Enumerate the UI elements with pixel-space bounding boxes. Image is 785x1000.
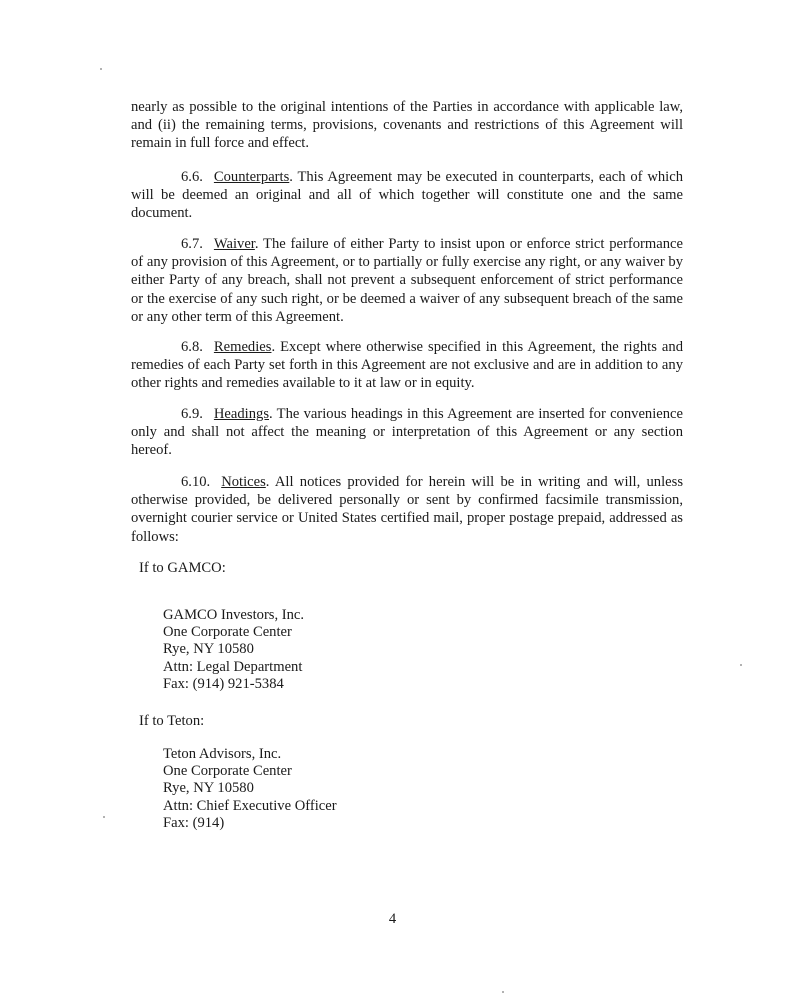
scan-speck	[100, 68, 102, 70]
scan-speck	[740, 664, 742, 666]
section-text: . The failure of either Party to insist upon or enforce strict performance of any provision of this Agreement, or to partially or fully exercise any right, or any waiver by either Party of any breach, shall not prevent a subsequent enforcement of strict performance or the exercise of any such right, or be deemed a waiver of any subsequent breach of the same or any other term of this Agreement.	[131, 236, 683, 325]
section-6-8	[131, 338, 683, 393]
teton-notice-label: If to Teton:	[139, 713, 205, 729]
section-heading: Counterparts	[213, 169, 290, 185]
address-line: Fax: (914) 921-5384	[163, 676, 284, 692]
section-heading: Headings	[213, 406, 270, 422]
section-heading: Notices	[221, 474, 266, 490]
address-line: One Corporate Center	[163, 624, 292, 640]
continuation-text: nearly as possible to the original intentions of the Parties in accordance with applicable law, and (ii) the remaining terms, provisions, covenants and restrictions of this Agreement will remain in full force and effect.	[131, 99, 683, 152]
section-text: . Except where otherwise specified in this Agreement, the rights and remedies of each Party set forth in this Agreement are not exclusive and are in addition to any other rights and remedies available to it at law or in equity.	[131, 339, 683, 392]
section-heading: Waiver	[213, 236, 255, 252]
section-text: . All notices provided for herein will be in writing and will, unless otherwise provided, be delivered personally or sent by confirmed facsimile transmission, overnight courier service or United States certified mail, proper postage prepaid, addressed as follows:	[131, 474, 683, 545]
address-line: GAMCO Investors, Inc.	[163, 607, 305, 623]
scan-speck	[103, 816, 105, 818]
address-line: Rye, NY 10580	[163, 780, 254, 796]
section-heading: Remedies	[213, 339, 272, 355]
address-line: Rye, NY 10580	[163, 641, 254, 657]
section-number: 6.6.	[181, 169, 203, 185]
gamco-notice-label: If to GAMCO:	[139, 560, 226, 576]
continuation-paragraph	[131, 98, 683, 153]
address-line: Attn: Legal Department	[163, 659, 303, 675]
section-6-6	[131, 168, 683, 223]
address-line: Teton Advisors, Inc.	[163, 746, 282, 762]
section-number: 6.9.	[181, 406, 203, 422]
scan-speck	[502, 991, 504, 993]
page-number: 4	[388, 911, 397, 927]
address-line: Attn: Chief Executive Officer	[163, 798, 337, 814]
section-6-10	[131, 473, 683, 546]
section-text: . This Agreement may be executed in counterparts, each of which will be deemed an original and all of which together will constitute one and the same document.	[131, 169, 683, 222]
address-line: Fax: (914)	[163, 815, 225, 831]
section-number: 6.10.	[181, 474, 211, 490]
section-text: . The various headings in this Agreement are inserted for convenience only and shall not affect the meaning or interpretation of this Agreement or any section hereof.	[131, 406, 683, 459]
section-number: 6.7.	[181, 236, 203, 252]
address-line: One Corporate Center	[163, 763, 292, 779]
section-6-9	[131, 405, 683, 460]
section-6-7	[131, 235, 683, 326]
section-number: 6.8.	[181, 339, 203, 355]
